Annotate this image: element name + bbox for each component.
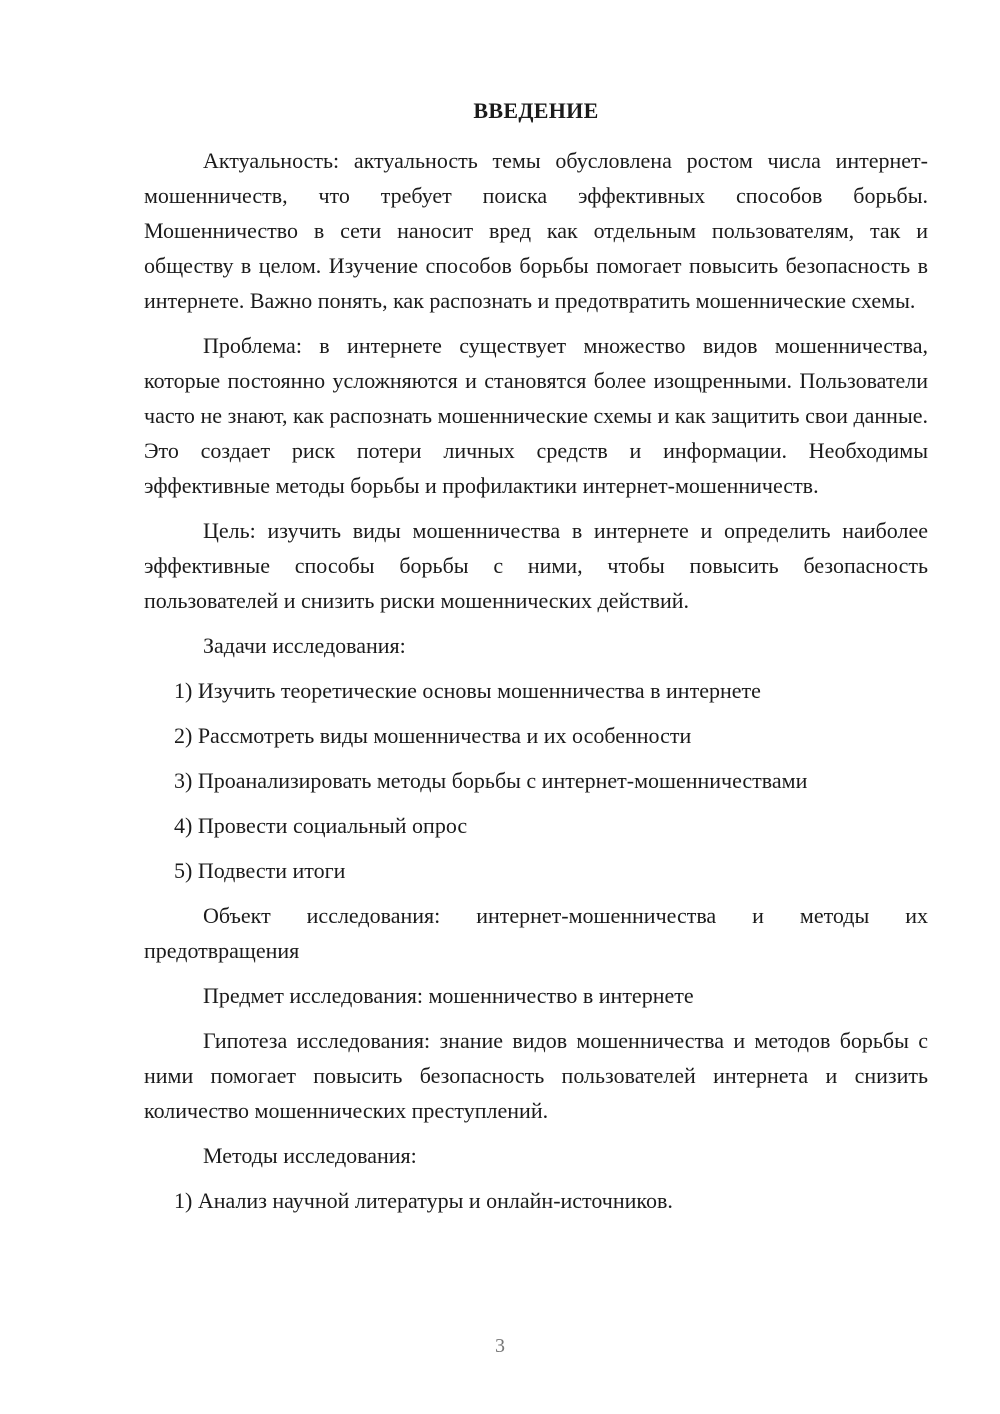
- paragraph-relevance: Актуальность: актуальность темы обусловлена ростом числа интернет-мошенничеств, что требует поиска эффективных способов борьбы. Мошенничество в сети наносит вред как отдельным пользователям, так и обществу в целом. Изучение способов борьбы помогает повысить безопасность в интернете. Важно понять, как распознать и предотвратить мошеннические схемы.: [144, 148, 928, 313]
- methods-heading: Методы исследования:: [203, 1143, 417, 1168]
- paragraph-problem: Проблема: в интернете существует множество видов мошенничества, которые постоянно усложняются и становятся более изощренными. Пользователи часто не знают, как распознать мошеннические схемы и как защитить свои данные. Это создает риск потери личных средств и информации. Необходимы эффективные методы борьбы и профилактики интернет-мошенничеств.: [144, 333, 928, 498]
- page-content: [144, 96, 928, 1228]
- paragraph-object: Объект исследования: интернет-мошенничества и методы их предотвращения: [144, 903, 928, 963]
- tasks-list: [144, 673, 928, 888]
- list-item: 5) Подвести итоги: [174, 858, 346, 883]
- paragraph-subject: Предмет исследования: мошенничество в интернете: [203, 983, 694, 1008]
- tasks-heading: Задачи исследования:: [203, 633, 406, 658]
- methods-list: [144, 1183, 928, 1218]
- page-number: 3: [495, 1335, 505, 1357]
- paragraph-goal: Цель: изучить виды мошенничества в интернете и определить наиболее эффективные способы борьбы с ними, чтобы повысить безопасность пользователей и снизить риски мошеннических действий.: [144, 518, 928, 613]
- paragraph-hypothesis: Гипотеза исследования: знание видов мошенничества и методов борьбы с ними помогает повысить безопасность пользователей интернета и снизить количество мошеннических преступлений.: [144, 1028, 928, 1123]
- list-item: 3) Проанализировать методы борьбы с интернет-мошенничествами: [174, 768, 808, 793]
- page-title: ВВЕДЕНИЕ: [473, 98, 599, 123]
- list-item: 1) Анализ научной литературы и онлайн-источников.: [174, 1188, 673, 1213]
- list-item: 2) Рассмотреть виды мошенничества и их особенности: [174, 723, 692, 748]
- list-item: 4) Провести социальный опрос: [174, 813, 468, 838]
- list-item: 1) Изучить теоретические основы мошенничества в интернете: [174, 678, 761, 703]
